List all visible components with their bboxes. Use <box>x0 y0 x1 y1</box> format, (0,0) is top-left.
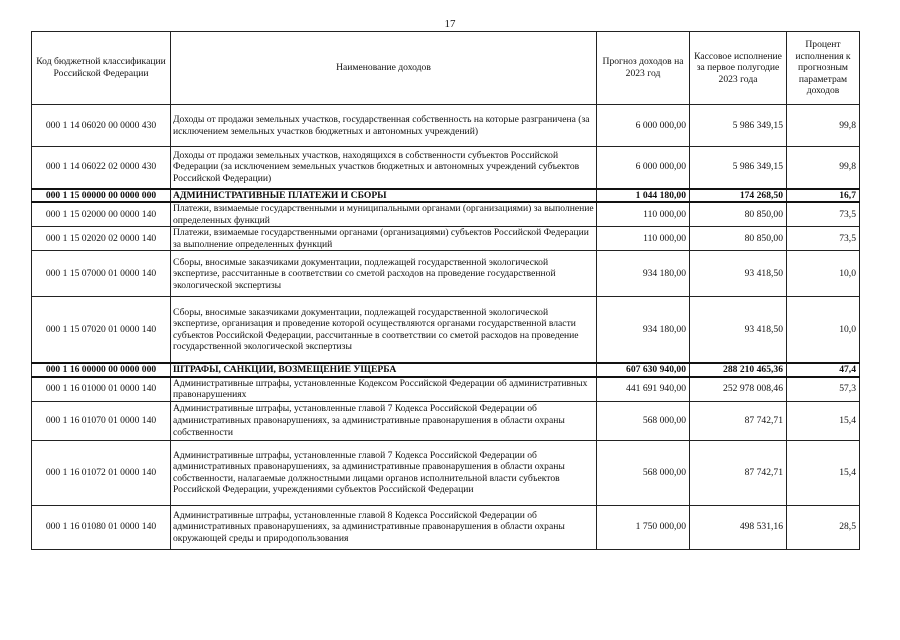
row-percent: 10,0 <box>787 251 860 297</box>
row-forecast: 110 000,00 <box>597 227 690 251</box>
row-code: 000 1 16 01070 01 0000 140 <box>32 401 171 440</box>
row-forecast: 568 000,00 <box>597 401 690 440</box>
table-row <box>32 202 860 227</box>
header-code: Код бюджетной классификации Российской Федерации <box>32 32 171 105</box>
row-name: Доходы от продажи земельных участков, находящихся в собственности субъектов Российской Федерации (за исключением земельных участков бюджетных и автономных учреждений субъектов Российской Федерации) <box>171 147 597 189</box>
row-code: 000 1 16 00000 00 0000 000 <box>32 363 171 377</box>
header-forecast: Прогноз доходов на 2023 год <box>597 32 690 105</box>
row-execution: 87 742,71 <box>690 401 787 440</box>
row-execution: 5 986 349,15 <box>690 105 787 147</box>
row-code: 000 1 15 07000 01 0000 140 <box>32 251 171 297</box>
row-code: 000 1 16 01080 01 0000 140 <box>32 505 171 549</box>
row-percent: 15,4 <box>787 440 860 505</box>
row-forecast: 568 000,00 <box>597 440 690 505</box>
row-forecast: 1 044 180,00 <box>597 189 690 203</box>
row-percent: 99,8 <box>787 105 860 147</box>
row-execution: 174 268,50 <box>690 189 787 203</box>
row-code: 000 1 15 02000 00 0000 140 <box>32 202 171 227</box>
row-percent: 57,3 <box>787 377 860 402</box>
table-row <box>32 105 860 147</box>
table-row <box>32 251 860 297</box>
header-name: Наименование доходов <box>171 32 597 105</box>
row-forecast: 934 180,00 <box>597 297 690 363</box>
revenue-table <box>31 31 860 550</box>
page-number: 17 <box>444 18 456 30</box>
row-forecast: 6 000 000,00 <box>597 147 690 189</box>
row-execution: 93 418,50 <box>690 251 787 297</box>
row-name: Сборы, вносимые заказчиками документации, подлежащей государственной экологической экспертизе, организация и проведение которой осуществляются органами государственной власти субъектов Российской Федерации, рассчитанные в соответствии со сметой расходов на проведение государственной экологической экспертизы <box>171 297 597 363</box>
row-percent: 16,7 <box>787 189 860 203</box>
table-row <box>32 227 860 251</box>
row-name: Административные штрафы, установленные главой 7 Кодекса Российской Федерации об административных правонарушениях, за административные правонарушения в области охраны собственности, налагаемые должностными лицами органов исполнительной власти субъектов Российской Федерации, учреждениями субъектов Российской Федерации <box>171 440 597 505</box>
row-execution: 93 418,50 <box>690 297 787 363</box>
row-code: 000 1 14 06020 00 0000 430 <box>32 105 171 147</box>
row-percent: 47,4 <box>787 363 860 377</box>
row-forecast: 934 180,00 <box>597 251 690 297</box>
row-name: Сборы, вносимые заказчиками документации, подлежащей государственной экологической экспертизе, рассчитанные в соответствии со сметой расходов на проведение государственной экологической экспертизы <box>171 251 597 297</box>
table-row <box>32 505 860 549</box>
table-row <box>32 297 860 363</box>
row-name: Платежи, взимаемые государственными органами (организациями) субъектов Российской Федерации за выполнение определенных функций <box>171 227 597 251</box>
row-code: 000 1 14 06022 02 0000 430 <box>32 147 171 189</box>
row-percent: 15,4 <box>787 401 860 440</box>
table-header-row <box>32 32 860 105</box>
row-name: Платежи, взимаемые государственными и муниципальными органами (организациями) за выполнение определенных функций <box>171 202 597 227</box>
row-execution: 80 850,00 <box>690 227 787 251</box>
table-row <box>32 363 860 377</box>
row-percent: 10,0 <box>787 297 860 363</box>
row-code: 000 1 15 00000 00 0000 000 <box>32 189 171 203</box>
row-code: 000 1 16 01072 01 0000 140 <box>32 440 171 505</box>
row-name: Административные штрафы, установленные главой 8 Кодекса Российской Федерации об административных правонарушениях, за административные правонарушения в области охраны окружающей среды и природопользования <box>171 505 597 549</box>
row-name: Административные штрафы, установленные главой 7 Кодекса Российской Федерации об административных правонарушениях, за административные правонарушения в области охраны собственности <box>171 401 597 440</box>
row-name: Доходы от продажи земельных участков, государственная собственность на которые разграничена (за исключением земельных участков бюджетных и автономных учреждений) <box>171 105 597 147</box>
row-percent: 28,5 <box>787 505 860 549</box>
table-row <box>32 401 860 440</box>
row-name: АДМИНИСТРАТИВНЫЕ ПЛАТЕЖИ И СБОРЫ <box>171 189 597 203</box>
row-execution: 80 850,00 <box>690 202 787 227</box>
row-code: 000 1 16 01000 01 0000 140 <box>32 377 171 402</box>
row-name: ШТРАФЫ, САНКЦИИ, ВОЗМЕЩЕНИЕ УЩЕРБА <box>171 363 597 377</box>
row-code: 000 1 15 02020 02 0000 140 <box>32 227 171 251</box>
row-forecast: 6 000 000,00 <box>597 105 690 147</box>
row-name: Административные штрафы, установленные Кодексом Российской Федерации об административных правонарушениях <box>171 377 597 402</box>
header-execution: Кассовое исполнение за первое полугодие 2023 года <box>690 32 787 105</box>
row-execution: 87 742,71 <box>690 440 787 505</box>
row-forecast: 441 691 940,00 <box>597 377 690 402</box>
row-execution: 5 986 349,15 <box>690 147 787 189</box>
header-percent: Процент исполнения к прогнозным параметрам доходов <box>787 32 860 105</box>
row-execution: 498 531,16 <box>690 505 787 549</box>
row-code: 000 1 15 07020 01 0000 140 <box>32 297 171 363</box>
row-execution: 252 978 008,46 <box>690 377 787 402</box>
table-row <box>32 440 860 505</box>
row-forecast: 1 750 000,00 <box>597 505 690 549</box>
table-row <box>32 147 860 189</box>
row-percent: 73,5 <box>787 202 860 227</box>
table-row <box>32 377 860 402</box>
table-row <box>32 189 860 203</box>
row-percent: 99,8 <box>787 147 860 189</box>
row-percent: 73,5 <box>787 227 860 251</box>
row-forecast: 110 000,00 <box>597 202 690 227</box>
row-execution: 288 210 465,36 <box>690 363 787 377</box>
row-forecast: 607 630 940,00 <box>597 363 690 377</box>
